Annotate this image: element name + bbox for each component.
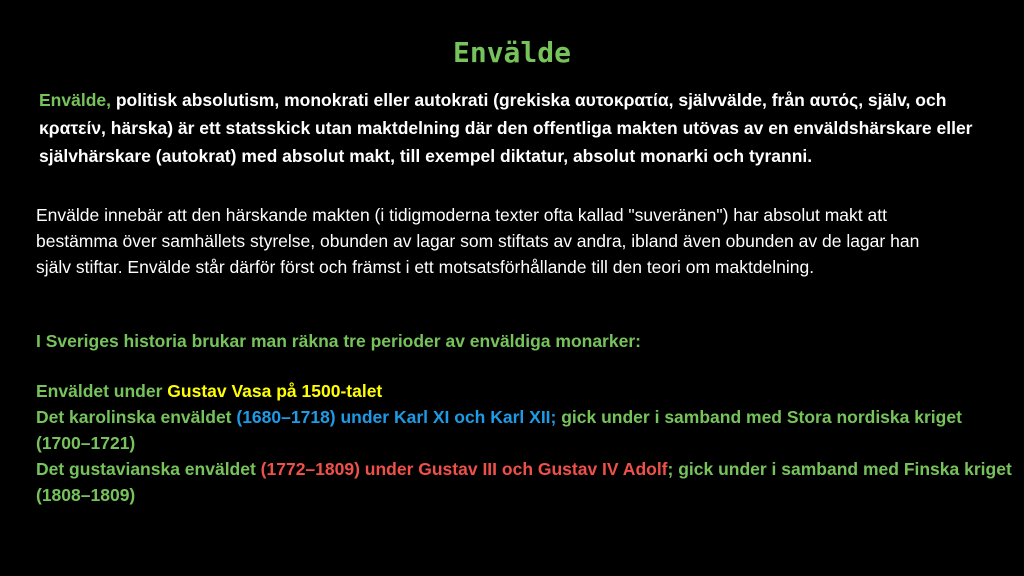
period-prefix: Det gustavianska enväldet — [36, 459, 261, 479]
period-years: (1772–1809) — [260, 459, 360, 479]
period-suffix: ; gick under i samband med Finska kriget (1808–1809) — [36, 459, 1012, 505]
period-years: (1680–1718) — [236, 407, 336, 427]
period-ruler: under Karl XI och Karl XII; — [335, 407, 557, 427]
period-item-vasa — [36, 378, 1016, 404]
period-suffix: gick under i samband med Stora nordiska kriget (1700–1721) — [36, 407, 962, 453]
period-prefix: Det karolinska enväldet — [36, 407, 237, 427]
period-ruler: Gustav Vasa på 1500-talet — [167, 381, 383, 401]
intro-text: politisk absolutism, monokrati eller autokrati (grekiska αυτοκρατία, självvälde, från αυτός, själv, och κρατείν, härska) är ett statsskick utan maktdelning där den offentliga makten utövas av en enväldshärskare eller självhärskare (autokrat) med absolut makt, till exempel diktatur, absolut monarki och tyranni. — [39, 90, 973, 166]
period-ruler: under Gustav III och Gustav IV Adolf — [359, 459, 668, 479]
page-title: Envälde — [452, 36, 571, 69]
intro-paragraph — [39, 86, 989, 170]
period-prefix: Enväldet under — [36, 381, 168, 401]
periods-heading: I Sveriges historia brukar man räkna tre perioder av enväldiga monarker: — [36, 331, 641, 351]
intro-lead: Envälde, — [39, 90, 111, 110]
periods-list — [36, 378, 1016, 508]
period-item-karolinska — [36, 404, 1016, 456]
body-paragraph: Envälde innebär att den härskande makten (i tidigmoderna texter ofta kallad "suveränen") har absolut makt att bestämma över samhällets styrelse, obunden av lagar som stiftats av andra, ibland även obunden av de lagar han själv stiftar. Envälde står därför först och främst i ett motsatsförhållande till den teori om maktdelning. — [36, 205, 920, 277]
period-item-gustavianska — [36, 456, 1016, 508]
